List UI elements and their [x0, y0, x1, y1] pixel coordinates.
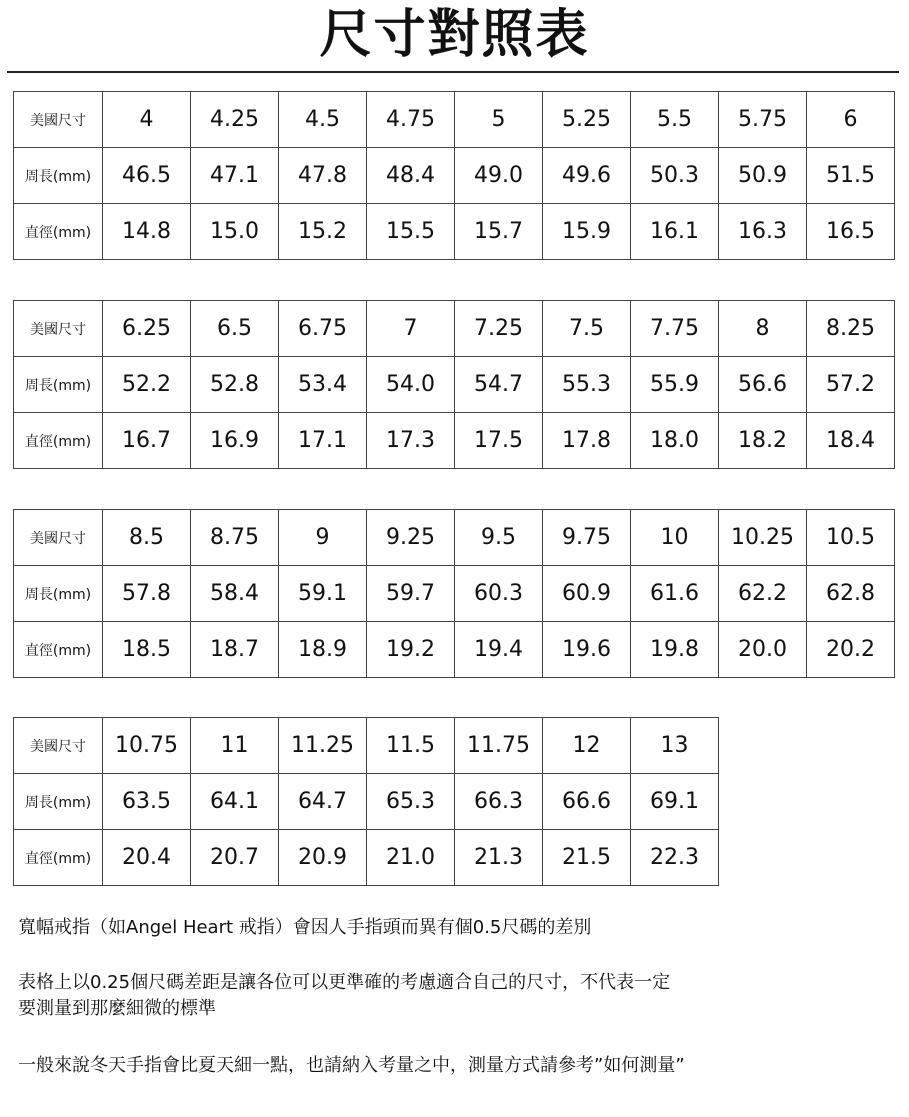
note-wide-ring: 寬幅戒指（如Angel Heart 戒指）會因人手指頭而異有個0.5尺碼的差別	[18, 917, 592, 938]
table-cell: 21.3	[455, 830, 543, 886]
table-cell: 4.5	[279, 92, 367, 148]
table-cell: 20.7	[191, 830, 279, 886]
table-cell: 17.8	[543, 413, 631, 469]
table-row	[14, 92, 895, 148]
table-cell: 5.5	[631, 92, 719, 148]
table-cell: 56.6	[719, 357, 807, 413]
table-cell: 15.2	[279, 204, 367, 260]
size-table-4	[13, 717, 719, 886]
table-cell: 57.2	[807, 357, 895, 413]
table-cell: 4.75	[367, 92, 455, 148]
table-cell: 18.2	[719, 413, 807, 469]
table-cell: 12	[543, 718, 631, 774]
row-label: 美國尺寸	[14, 510, 103, 566]
table-cell: 66.6	[543, 774, 631, 830]
table-cell: 59.1	[279, 566, 367, 622]
table-cell: 52.2	[103, 357, 191, 413]
table-cell: 20.4	[103, 830, 191, 886]
table-cell: 19.8	[631, 622, 719, 678]
table-cell: 8	[719, 301, 807, 357]
table-cell: 62.8	[807, 566, 895, 622]
table-cell: 6.25	[103, 301, 191, 357]
table-cell: 6.75	[279, 301, 367, 357]
table-cell: 17.1	[279, 413, 367, 469]
size-table-2	[13, 300, 895, 469]
table-row	[14, 357, 895, 413]
table-cell: 11.75	[455, 718, 543, 774]
table-cell: 14.8	[103, 204, 191, 260]
table-cell: 20.2	[807, 622, 895, 678]
table-row	[14, 622, 895, 678]
table-cell: 16.7	[103, 413, 191, 469]
table-cell: 5	[455, 92, 543, 148]
table-cell: 15.0	[191, 204, 279, 260]
table-cell: 60.9	[543, 566, 631, 622]
table-cell: 19.2	[367, 622, 455, 678]
table-cell: 20.9	[279, 830, 367, 886]
table-cell: 49.6	[543, 148, 631, 204]
table-cell: 63.5	[103, 774, 191, 830]
table-cell: 5.75	[719, 92, 807, 148]
table-cell: 11.25	[279, 718, 367, 774]
table-cell: 50.3	[631, 148, 719, 204]
table-cell: 52.8	[191, 357, 279, 413]
table-cell: 9.75	[543, 510, 631, 566]
table-cell: 9.25	[367, 510, 455, 566]
size-table-3	[13, 509, 895, 678]
table-cell: 4	[103, 92, 191, 148]
table-cell: 65.3	[367, 774, 455, 830]
title-underline	[7, 71, 899, 73]
table-cell: 8.25	[807, 301, 895, 357]
table-cell: 21.0	[367, 830, 455, 886]
table-cell: 16.3	[719, 204, 807, 260]
table-cell: 7.25	[455, 301, 543, 357]
table-cell: 10	[631, 510, 719, 566]
table-cell: 10.75	[103, 718, 191, 774]
note-winter-fingers: 一般來說冬天手指會比夏天細一點，也請納入考量之中，測量方式請參考”如何測量”	[18, 1055, 685, 1076]
table-cell: 9	[279, 510, 367, 566]
table-cell: 16.1	[631, 204, 719, 260]
table-cell: 7.5	[543, 301, 631, 357]
table-cell: 7	[367, 301, 455, 357]
table-cell: 10.25	[719, 510, 807, 566]
table-cell: 53.4	[279, 357, 367, 413]
table-cell: 7.75	[631, 301, 719, 357]
table-cell: 48.4	[367, 148, 455, 204]
row-label: 周長(mm)	[14, 357, 103, 413]
table-row	[14, 148, 895, 204]
table-cell: 8.75	[191, 510, 279, 566]
row-label: 周長(mm)	[14, 774, 103, 830]
row-label: 周長(mm)	[14, 148, 103, 204]
table-cell: 66.3	[455, 774, 543, 830]
table-cell: 19.4	[455, 622, 543, 678]
table-cell: 20.0	[719, 622, 807, 678]
table-cell: 16.9	[191, 413, 279, 469]
table-cell: 62.2	[719, 566, 807, 622]
table-row	[14, 830, 719, 886]
table-row	[14, 718, 719, 774]
table-cell: 69.1	[631, 774, 719, 830]
row-label: 美國尺寸	[14, 92, 103, 148]
table-cell: 46.5	[103, 148, 191, 204]
table-row	[14, 510, 895, 566]
table-cell: 18.9	[279, 622, 367, 678]
table-cell: 22.3	[631, 830, 719, 886]
table-cell: 51.5	[807, 148, 895, 204]
table-cell: 18.0	[631, 413, 719, 469]
table-cell: 8.5	[103, 510, 191, 566]
table-row	[14, 566, 895, 622]
table-cell: 61.6	[631, 566, 719, 622]
table-cell: 6.5	[191, 301, 279, 357]
row-label: 直徑(mm)	[14, 204, 103, 260]
table-cell: 9.5	[455, 510, 543, 566]
size-table-1	[13, 91, 895, 260]
table-cell: 11	[191, 718, 279, 774]
table-cell: 15.5	[367, 204, 455, 260]
table-cell: 15.9	[543, 204, 631, 260]
row-label: 直徑(mm)	[14, 622, 103, 678]
page-title: 尺寸對照表	[319, 5, 590, 65]
table-cell: 11.5	[367, 718, 455, 774]
table-cell: 17.5	[455, 413, 543, 469]
table-cell: 17.3	[367, 413, 455, 469]
table-cell: 10.5	[807, 510, 895, 566]
table-row	[14, 774, 719, 830]
table-cell: 64.7	[279, 774, 367, 830]
row-label: 直徑(mm)	[14, 830, 103, 886]
row-label: 美國尺寸	[14, 718, 103, 774]
note-quarter-size: 表格上以0.25個尺碼差距是讓各位可以更準確的考慮適合自己的尺寸，不代表一定 要測量到那麼細微的標準	[18, 972, 671, 1019]
table-row	[14, 301, 895, 357]
table-row	[14, 413, 895, 469]
row-label: 周長(mm)	[14, 566, 103, 622]
table-cell: 47.8	[279, 148, 367, 204]
table-cell: 64.1	[191, 774, 279, 830]
table-cell: 49.0	[455, 148, 543, 204]
table-cell: 15.7	[455, 204, 543, 260]
table-cell: 57.8	[103, 566, 191, 622]
table-cell: 59.7	[367, 566, 455, 622]
table-cell: 4.25	[191, 92, 279, 148]
table-cell: 6	[807, 92, 895, 148]
row-label: 直徑(mm)	[14, 413, 103, 469]
row-label: 美國尺寸	[14, 301, 103, 357]
table-cell: 19.6	[543, 622, 631, 678]
table-cell: 18.7	[191, 622, 279, 678]
table-cell: 55.9	[631, 357, 719, 413]
table-cell: 16.5	[807, 204, 895, 260]
table-cell: 21.5	[543, 830, 631, 886]
table-cell: 54.7	[455, 357, 543, 413]
table-cell: 50.9	[719, 148, 807, 204]
table-cell: 18.4	[807, 413, 895, 469]
table-cell: 47.1	[191, 148, 279, 204]
table-cell: 60.3	[455, 566, 543, 622]
table-cell: 58.4	[191, 566, 279, 622]
table-row	[14, 204, 895, 260]
table-cell: 55.3	[543, 357, 631, 413]
table-cell: 18.5	[103, 622, 191, 678]
table-cell: 5.25	[543, 92, 631, 148]
table-cell: 54.0	[367, 357, 455, 413]
table-cell: 13	[631, 718, 719, 774]
